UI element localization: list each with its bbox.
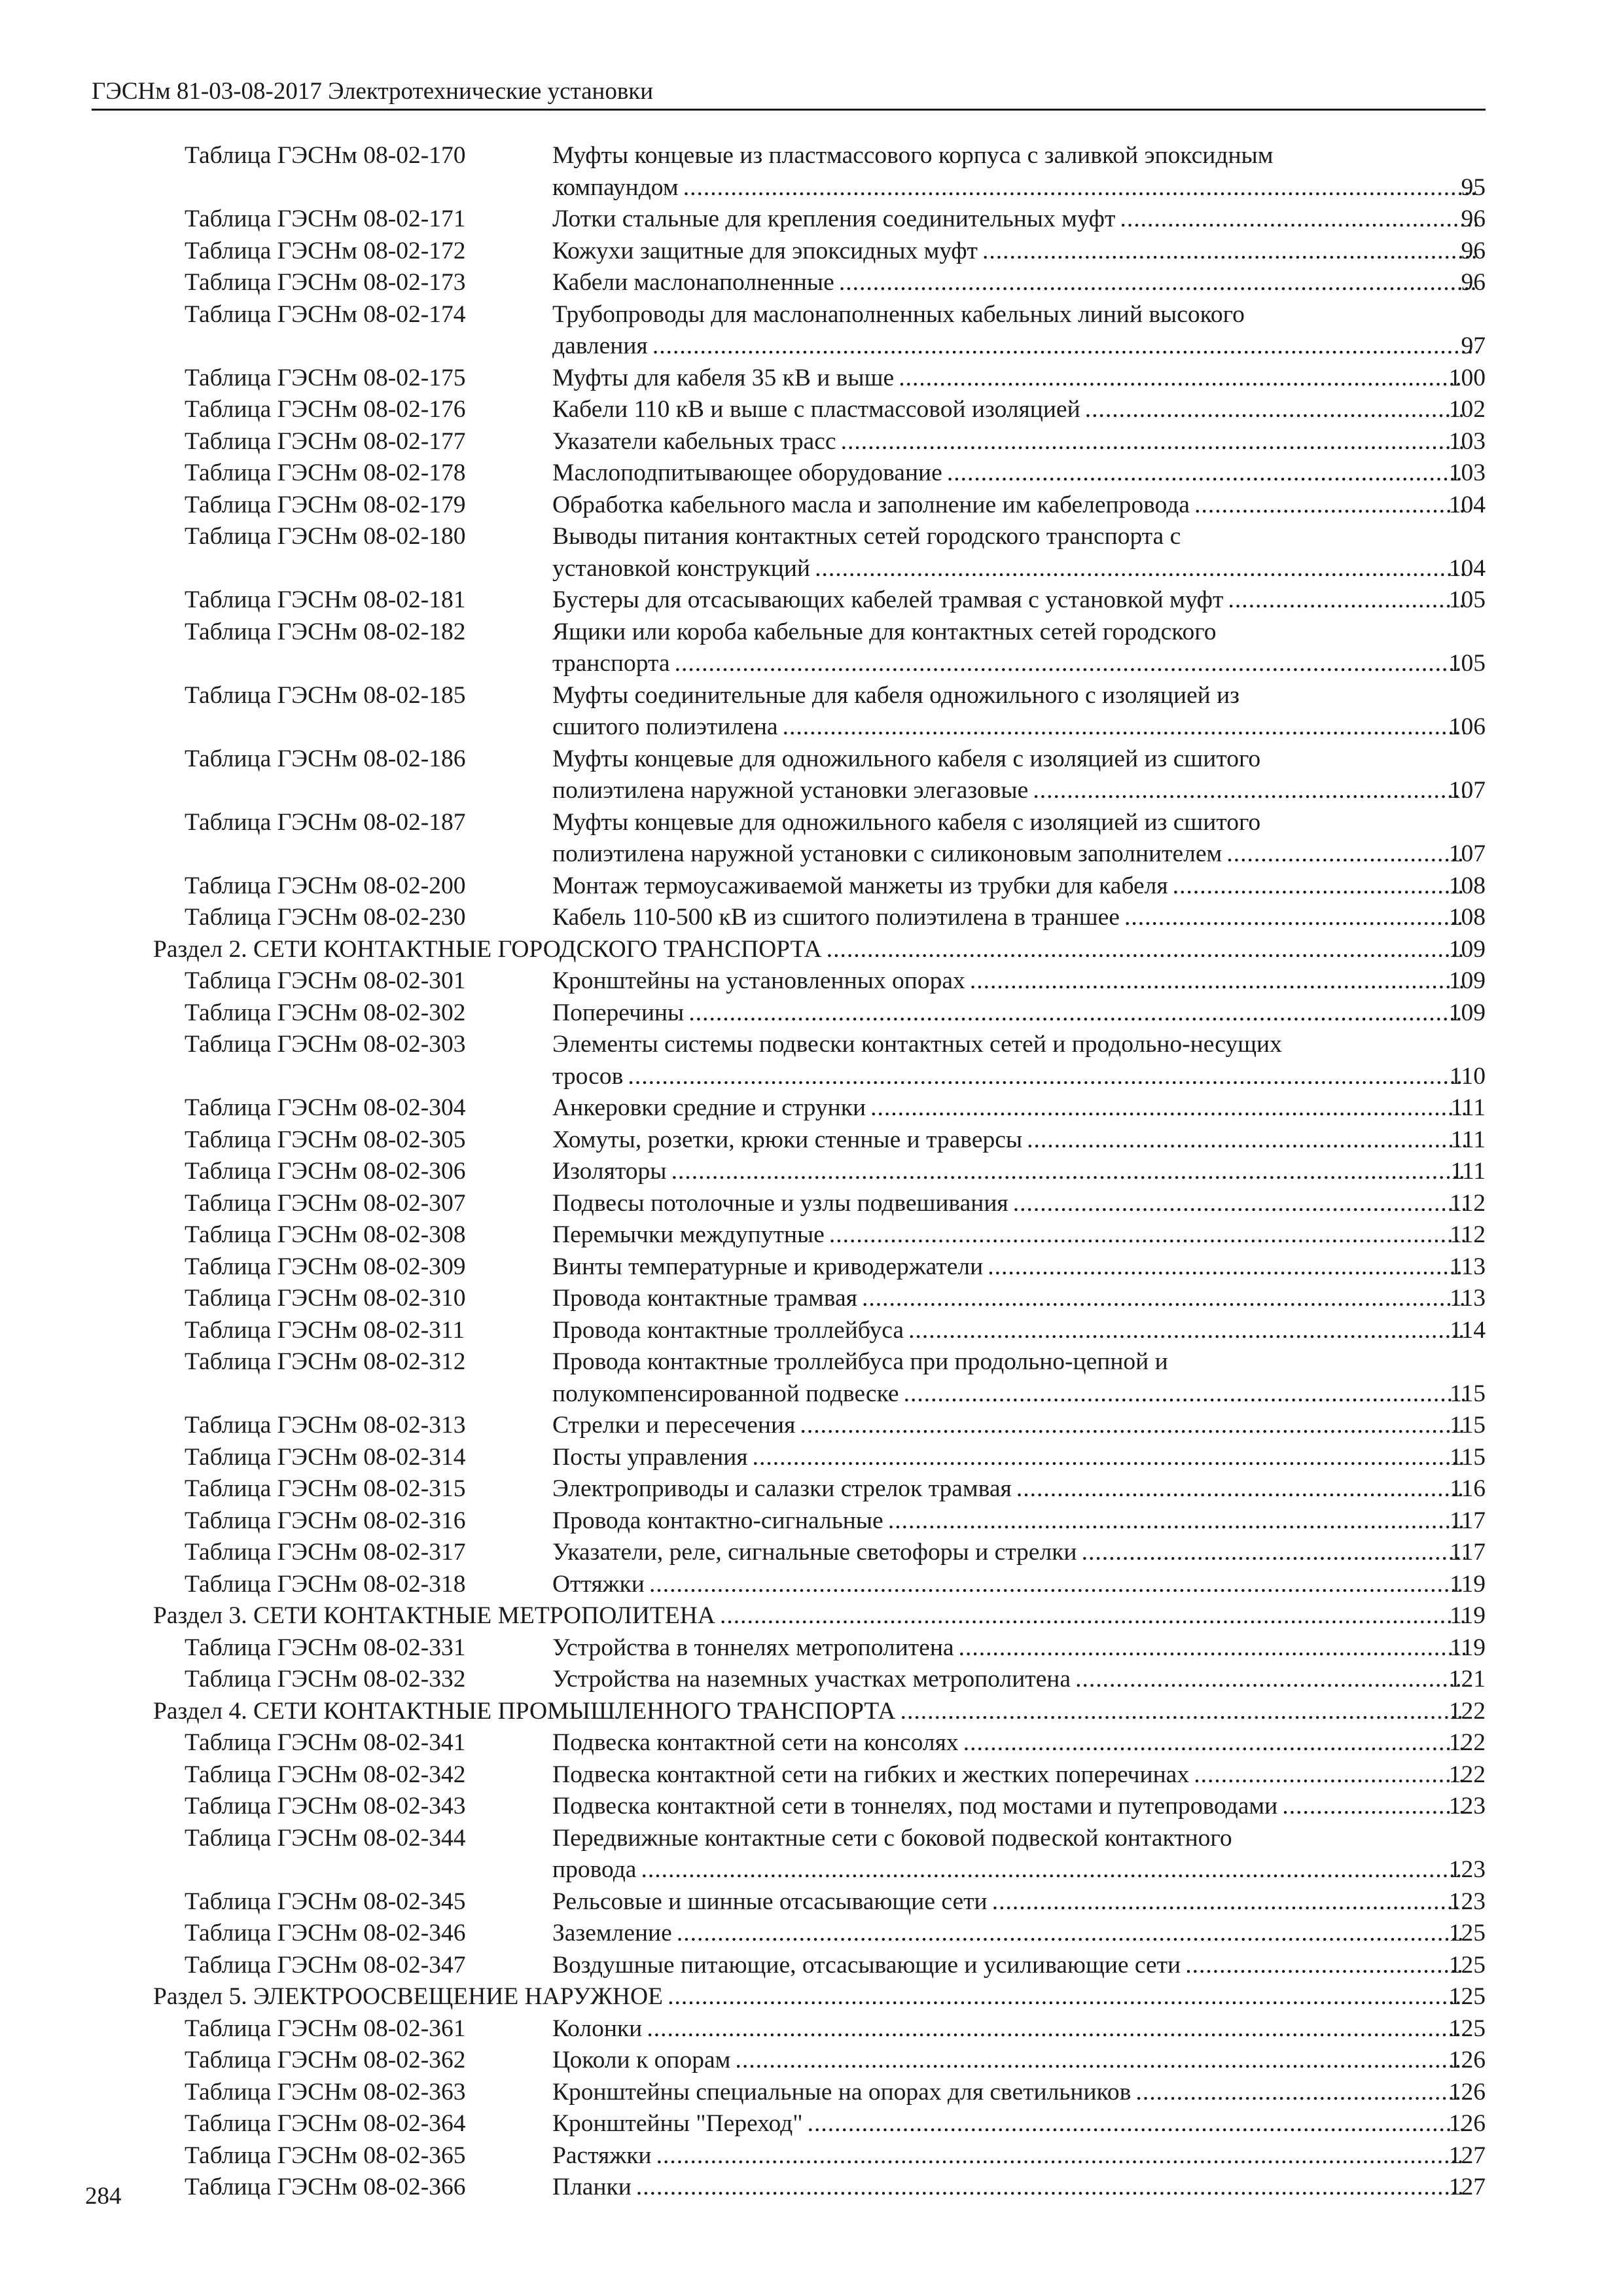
toc-entry-title: Колонки bbox=[552, 2015, 643, 2042]
toc-entry-title: Указатели кабельных трасс bbox=[552, 427, 836, 455]
toc-section bbox=[0, 1696, 1623, 1728]
toc-page-number: 116 bbox=[1450, 1475, 1486, 1502]
toc-entry-title: давления bbox=[552, 332, 648, 359]
toc-entry bbox=[0, 1346, 1623, 1410]
toc-page-number: 125 bbox=[1448, 1983, 1486, 2010]
toc-entry bbox=[0, 1950, 1623, 1982]
toc-entry-title: полукомпенсированной подвеске bbox=[552, 1380, 899, 1407]
toc-entry-title: Кабели 110 кВ и выше с пластмассовой изоляцией bbox=[552, 396, 1080, 423]
dot-leader bbox=[986, 1251, 1465, 1283]
toc-entry-label: Таблица ГЭСНм 08-02-301 bbox=[185, 967, 466, 994]
toc-entry-label: Таблица ГЭСНм 08-02-302 bbox=[185, 999, 466, 1026]
dot-leader bbox=[651, 331, 1477, 363]
section-title: Раздел 4. СЕТИ КОНТАКТНЫЕ ПРОМЫШЛЕННОГО ТРАНСПОРТА bbox=[153, 1697, 896, 1725]
toc-entry-label: Таблица ГЭСНм 08-02-308 bbox=[185, 1221, 466, 1248]
dot-leader bbox=[898, 1696, 1464, 1728]
toc-entry bbox=[0, 1029, 1623, 1092]
toc-page-number: 106 bbox=[1448, 713, 1486, 740]
table-of-contents bbox=[0, 140, 1623, 2204]
toc-entry-label: Таблица ГЭСНм 08-02-307 bbox=[185, 1189, 466, 1217]
toc-section bbox=[0, 934, 1623, 966]
toc-entry-label: Таблица ГЭСНм 08-02-345 bbox=[185, 1888, 466, 1915]
toc-page-number: 108 bbox=[1448, 872, 1486, 899]
toc-page-number: 122 bbox=[1448, 1729, 1486, 1756]
dot-leader bbox=[1133, 2077, 1464, 2109]
toc-page-number: 123 bbox=[1448, 1888, 1486, 1915]
toc-entry-title: полиэтилена наружной установки с силиконовым заполнителем bbox=[552, 840, 1222, 867]
toc-entry-label: Таблица ГЭСНм 08-02-332 bbox=[185, 1666, 466, 1693]
dot-leader bbox=[838, 426, 1464, 458]
toc-entry-title: Посты управления bbox=[552, 1443, 748, 1471]
toc-entry-label: Таблица ГЭСНм 08-02-182 bbox=[185, 618, 466, 645]
toc-entry-title: Бустеры для отсасывающих кабелей трамвая с установкой муфт bbox=[552, 586, 1224, 613]
toc-entry-title: Монтаж термоусаживаемой манжеты из трубки для кабеля bbox=[552, 872, 1168, 899]
dot-leader bbox=[1079, 1537, 1465, 1569]
toc-page-number: 114 bbox=[1450, 1316, 1486, 1344]
toc-entry-label: Таблица ГЭСНм 08-02-171 bbox=[185, 206, 466, 232]
toc-entry-label: Таблица ГЭСНм 08-02-178 bbox=[185, 459, 466, 486]
toc-page-number: 113 bbox=[1450, 1285, 1486, 1312]
toc-entry bbox=[0, 521, 1623, 584]
toc-entry bbox=[0, 299, 1623, 363]
toc-entry-label: Таблица ГЭСНм 08-02-314 bbox=[185, 1443, 466, 1471]
dot-leader bbox=[980, 236, 1477, 268]
dot-leader bbox=[781, 711, 1465, 744]
toc-entry-title: Муфты соединительные для кабеля одножильного с изоляцией из bbox=[552, 681, 1240, 709]
page-number: 284 bbox=[85, 2183, 122, 2210]
toc-entry-title: Анкеровки средние и струнки bbox=[552, 1094, 866, 1121]
dot-leader bbox=[1014, 1473, 1465, 1505]
running-header: ГЭСНм 81-03-08-2017 Электротехнические установки bbox=[92, 78, 654, 105]
toc-entry-title: Поперечины bbox=[552, 999, 685, 1026]
toc-page-number: 109 bbox=[1448, 967, 1486, 994]
toc-entry bbox=[0, 997, 1623, 1030]
toc-entry bbox=[0, 1219, 1623, 1251]
toc-entry bbox=[0, 1759, 1623, 1791]
toc-page-number: 105 bbox=[1448, 650, 1486, 677]
toc-entry bbox=[0, 1283, 1623, 1315]
toc-entry bbox=[0, 1791, 1623, 1823]
toc-entry-label: Таблица ГЭСНм 08-02-315 bbox=[185, 1475, 466, 1502]
toc-entry-label: Таблица ГЭСНм 08-02-366 bbox=[185, 2174, 466, 2200]
toc-page-number: 96 bbox=[1461, 206, 1486, 232]
toc-page-number: 125 bbox=[1448, 1920, 1486, 1946]
toc-entry-label: Таблица ГЭСНм 08-02-176 bbox=[185, 396, 466, 423]
toc-entry bbox=[0, 490, 1623, 522]
dot-leader bbox=[813, 553, 1465, 585]
toc-entry-title: Подвесы потолочные и узлы подвешивания bbox=[552, 1189, 1008, 1217]
toc-entry bbox=[0, 2045, 1623, 2077]
dot-leader bbox=[733, 2045, 1464, 2077]
toc-entry-label: Таблица ГЭСНм 08-02-361 bbox=[185, 2015, 466, 2042]
dot-leader bbox=[626, 1061, 1465, 1093]
header-rule bbox=[92, 109, 1486, 111]
toc-entry-title: Воздушные питающие, отсасывающие и усиливающие сети bbox=[552, 1951, 1181, 1979]
toc-entry-title: Планки bbox=[552, 2174, 632, 2200]
toc-entry-label: Таблица ГЭСНм 08-02-230 bbox=[185, 904, 466, 931]
dot-leader bbox=[675, 1918, 1465, 1950]
toc-entry bbox=[0, 1442, 1623, 1474]
dot-leader bbox=[945, 457, 1465, 490]
toc-entry bbox=[0, 2172, 1623, 2204]
toc-page-number: 115 bbox=[1450, 1412, 1486, 1439]
toc-entry-title: Провода контактно-сигнальные bbox=[552, 1507, 883, 1534]
toc-entry bbox=[0, 1569, 1623, 1601]
toc-entry-title: Подвеска контактной сети в тоннелях, под мостами и путепроводами bbox=[552, 1793, 1278, 1820]
toc-page-number: 126 bbox=[1448, 2047, 1486, 2073]
toc-entry-label: Таблица ГЭСНм 08-02-344 bbox=[185, 1824, 466, 1852]
toc-entry bbox=[0, 1664, 1623, 1696]
toc-entry-title: Кронштейны "Переход" bbox=[552, 2110, 803, 2137]
toc-entry-label: Таблица ГЭСНм 08-02-346 bbox=[185, 1920, 466, 1946]
toc-page-number: 115 bbox=[1450, 1380, 1486, 1407]
dot-leader bbox=[868, 1092, 1467, 1124]
dot-leader bbox=[645, 2013, 1465, 2045]
toc-page-number: 95 bbox=[1461, 173, 1486, 201]
toc-entry-title: Оттяжки bbox=[552, 1570, 645, 1598]
toc-entry-label: Таблица ГЭСНм 08-02-341 bbox=[185, 1729, 466, 1756]
toc-entry-label: Таблица ГЭСНм 08-02-187 bbox=[185, 808, 466, 836]
dot-leader bbox=[1280, 1791, 1465, 1823]
toc-entry-title: Обработка кабельного масла и заполнение им кабелепровода bbox=[552, 491, 1190, 518]
toc-entry-label: Таблица ГЭСНм 08-02-304 bbox=[185, 1094, 466, 1121]
toc-entry-title: компаундом bbox=[552, 173, 679, 201]
toc-entry bbox=[0, 1188, 1623, 1220]
toc-entry-title: Подвеска контактной сети на гибких и жестких поперечинах bbox=[552, 1761, 1190, 1788]
dot-leader bbox=[902, 1378, 1466, 1410]
toc-entry bbox=[0, 807, 1623, 870]
toc-entry-title: Лотки стальные для крепления соединительных муфт bbox=[552, 206, 1116, 232]
toc-entry bbox=[0, 1886, 1623, 1918]
toc-entry-label: Таблица ГЭСНм 08-02-331 bbox=[185, 1634, 466, 1661]
dot-leader bbox=[886, 1505, 1465, 1537]
toc-entry-title: Стрелки и пересечения bbox=[552, 1412, 796, 1439]
toc-page-number: 111 bbox=[1450, 1126, 1486, 1153]
toc-page-number: 112 bbox=[1450, 1221, 1486, 1248]
toc-entry-label: Таблица ГЭСНм 08-02-318 bbox=[185, 1570, 466, 1598]
toc-entry-label: Таблица ГЭСНм 08-02-185 bbox=[185, 681, 466, 709]
toc-section bbox=[0, 1981, 1623, 2013]
toc-entry bbox=[0, 680, 1623, 744]
toc-page-number: 103 bbox=[1448, 427, 1486, 455]
toc-page-number: 96 bbox=[1461, 237, 1486, 264]
section-title: Раздел 5. ЭЛЕКТРООСВЕЩЕНИЕ НАРУЖНОЕ bbox=[153, 1983, 663, 2010]
dot-leader bbox=[957, 1632, 1466, 1664]
dot-leader bbox=[860, 1283, 1465, 1315]
dot-leader bbox=[639, 1854, 1464, 1886]
toc-entry bbox=[0, 1632, 1623, 1664]
toc-entry-label: Таблица ГЭСНм 08-02-181 bbox=[185, 586, 466, 613]
toc-page-number: 104 bbox=[1448, 491, 1486, 518]
toc-page-number: 115 bbox=[1450, 1443, 1486, 1471]
toc-entry-label: Таблица ГЭСНм 08-02-200 bbox=[185, 872, 466, 899]
toc-entry bbox=[0, 1156, 1623, 1188]
toc-page-number: 108 bbox=[1448, 904, 1486, 931]
toc-entry bbox=[0, 1918, 1623, 1950]
toc-entry-label: Таблица ГЭСНм 08-02-310 bbox=[185, 1285, 466, 1312]
toc-entry bbox=[0, 870, 1623, 903]
toc-entry-title: Хомуты, розетки, крюки стенные и траверсы bbox=[552, 1126, 1023, 1153]
toc-entry bbox=[0, 236, 1623, 268]
toc-entry-label: Таблица ГЭСНм 08-02-173 bbox=[185, 269, 466, 296]
dot-leader bbox=[990, 1886, 1465, 1918]
toc-entry bbox=[0, 744, 1623, 807]
toc-page-number: 96 bbox=[1461, 269, 1486, 296]
toc-entry-label: Таблица ГЭСНм 08-02-313 bbox=[185, 1412, 466, 1439]
dot-leader bbox=[827, 1219, 1465, 1251]
toc-entry bbox=[0, 457, 1623, 490]
toc-entry-title: Кронштейны на установленных опорах bbox=[552, 967, 965, 994]
toc-entry bbox=[0, 584, 1623, 617]
toc-entry bbox=[0, 1473, 1623, 1505]
toc-page-number: 117 bbox=[1450, 1507, 1486, 1534]
toc-page-number: 97 bbox=[1461, 332, 1486, 359]
toc-page-number: 123 bbox=[1448, 1793, 1486, 1820]
toc-page-number: 104 bbox=[1448, 554, 1486, 582]
toc-entry-title: Выводы питания контактных сетей городского транспорта с bbox=[552, 523, 1181, 550]
toc-entry bbox=[0, 1537, 1623, 1569]
toc-entry bbox=[0, 140, 1623, 204]
toc-page-number: 121 bbox=[1448, 1666, 1486, 1693]
dot-leader bbox=[1192, 490, 1465, 522]
toc-entry-title: Растяжки bbox=[552, 2142, 652, 2169]
dot-leader bbox=[1192, 1759, 1465, 1791]
toc-entry-title: провода bbox=[552, 1856, 637, 1883]
toc-entry-title: Изоляторы bbox=[552, 1158, 667, 1185]
toc-entry bbox=[0, 1727, 1623, 1759]
toc-entry bbox=[0, 426, 1623, 458]
toc-entry-label: Таблица ГЭСНм 08-02-303 bbox=[185, 1031, 466, 1058]
toc-entry-label: Таблица ГЭСНм 08-02-170 bbox=[185, 142, 466, 169]
dot-leader bbox=[1118, 204, 1476, 236]
dot-leader bbox=[961, 1727, 1465, 1759]
toc-entry-label: Таблица ГЭСНм 08-02-365 bbox=[185, 2142, 466, 2169]
toc-entry-label: Таблица ГЭСНм 08-02-306 bbox=[185, 1158, 466, 1185]
toc-entry bbox=[0, 204, 1623, 236]
toc-entry-title: Винты температурные и криводержатели bbox=[552, 1253, 984, 1280]
toc-entry-label: Таблица ГЭСНм 08-02-312 bbox=[185, 1348, 466, 1375]
toc-entry bbox=[0, 1410, 1623, 1442]
dot-leader bbox=[798, 1410, 1465, 1442]
toc-entry-title: установкой конструкций bbox=[552, 554, 810, 582]
toc-entry bbox=[0, 2140, 1623, 2172]
toc-page-number: 127 bbox=[1448, 2174, 1486, 2200]
toc-section bbox=[0, 1600, 1623, 1632]
toc-entry-title: Провода контактные трамвая bbox=[552, 1285, 857, 1312]
toc-entry-label: Таблица ГЭСНм 08-02-317 bbox=[185, 1539, 466, 1566]
toc-entry-title: Передвижные контактные сети с боковой подвеской контактного bbox=[552, 1824, 1232, 1852]
toc-entry bbox=[0, 1092, 1623, 1124]
toc-entry-title: Устройства в тоннелях метрополитена bbox=[552, 1634, 954, 1661]
toc-page-number: 109 bbox=[1448, 999, 1486, 1026]
toc-page-number: 125 bbox=[1448, 2015, 1486, 2042]
toc-entry-label: Таблица ГЭСНм 08-02-305 bbox=[185, 1126, 466, 1153]
toc-page-number: 127 bbox=[1448, 2142, 1486, 2169]
toc-entry-label: Таблица ГЭСНм 08-02-179 bbox=[185, 491, 466, 518]
dot-leader bbox=[687, 997, 1465, 1030]
dot-leader bbox=[906, 1315, 1465, 1347]
toc-page-number: 122 bbox=[1448, 1761, 1486, 1788]
toc-entry-label: Таблица ГЭСНм 08-02-175 bbox=[185, 364, 466, 391]
toc-entry-title: Кабели маслонаполненные bbox=[552, 269, 834, 296]
toc-entry-label: Таблица ГЭСНм 08-02-174 bbox=[185, 300, 466, 328]
toc-entry bbox=[0, 965, 1623, 997]
toc-entry-title: Муфты для кабеля 35 кВ и выше bbox=[552, 364, 895, 391]
toc-entry-title: Муфты концевые из пластмассового корпуса с заливкой эпоксидным bbox=[552, 142, 1274, 169]
toc-entry-title: Провода контактные троллейбуса bbox=[552, 1316, 904, 1344]
dot-leader bbox=[634, 2172, 1465, 2204]
toc-page-number: 105 bbox=[1448, 586, 1486, 613]
section-title: Раздел 3. СЕТИ КОНТАКТНЫЕ МЕТРОПОЛИТЕНА bbox=[153, 1602, 715, 1629]
toc-entry-title: Заземление bbox=[552, 1920, 672, 1946]
toc-entry-title: Маслоподпитывающее оборудование bbox=[552, 459, 942, 486]
toc-entry bbox=[0, 1124, 1623, 1157]
dot-leader bbox=[1224, 838, 1465, 870]
toc-entry-label: Таблица ГЭСНм 08-02-364 bbox=[185, 2110, 466, 2137]
dot-leader bbox=[669, 1156, 1466, 1188]
dot-leader bbox=[1011, 1188, 1465, 1220]
toc-entry bbox=[0, 2077, 1623, 2109]
dot-leader bbox=[1025, 1124, 1467, 1157]
dot-leader bbox=[666, 1981, 1465, 2013]
toc-entry-title: Устройства на наземных участках метрополитена bbox=[552, 1666, 1071, 1693]
dot-leader bbox=[673, 648, 1465, 680]
toc-entry-title: Кронштейны специальные на опорах для светильников bbox=[552, 2078, 1132, 2106]
toc-entry-title: Провода контактные троллейбуса при продольно-цепной и bbox=[552, 1348, 1168, 1375]
toc-entry bbox=[0, 902, 1623, 934]
toc-entry-title: Трубопроводы для маслонаполненных кабельных линий высокого bbox=[552, 300, 1245, 328]
toc-entry-title: транспорта bbox=[552, 650, 670, 677]
toc-page-number: 119 bbox=[1450, 1570, 1486, 1598]
toc-entry-title: Ящики или короба кабельные для контактных сетей городского bbox=[552, 618, 1217, 645]
toc-page-number: 126 bbox=[1448, 2110, 1486, 2137]
toc-page-number: 113 bbox=[1450, 1253, 1486, 1280]
toc-entry-title: Перемычки междупутные bbox=[552, 1221, 825, 1248]
toc-entry-title: Элементы системы подвески контактных сетей и продольно-несущих bbox=[552, 1031, 1282, 1058]
toc-page-number: 117 bbox=[1450, 1539, 1486, 1566]
toc-entry-label: Таблица ГЭСНм 08-02-316 bbox=[185, 1507, 466, 1534]
dot-leader bbox=[1226, 584, 1464, 617]
toc-entry bbox=[0, 617, 1623, 680]
toc-entry-title: Муфты концевые для одножильного кабеля с изоляцией из сшитого bbox=[552, 808, 1261, 836]
section-title: Раздел 2. СЕТИ КОНТАКТНЫЕ ГОРОДСКОГО ТРАНСПОРТА bbox=[153, 935, 822, 963]
dot-leader bbox=[897, 363, 1465, 395]
toc-entry-label: Таблица ГЭСНм 08-02-177 bbox=[185, 427, 466, 455]
toc-entry-label: Таблица ГЭСНм 08-02-343 bbox=[185, 1793, 466, 1820]
toc-entry-title: сшитого полиэтилена bbox=[552, 713, 778, 740]
toc-entry-title: Рельсовые и шинные отсасывающие сети bbox=[552, 1888, 988, 1915]
dot-leader bbox=[837, 267, 1477, 299]
toc-page-number: 112 bbox=[1450, 1189, 1486, 1217]
toc-page-number: 111 bbox=[1450, 1094, 1486, 1121]
toc-page-number: 110 bbox=[1450, 1062, 1486, 1090]
toc-entry-title: тросов bbox=[552, 1062, 624, 1090]
dot-leader bbox=[647, 1569, 1465, 1601]
toc-entry bbox=[0, 1823, 1623, 1886]
toc-page-number: 111 bbox=[1450, 1158, 1486, 1185]
toc-page-number: 126 bbox=[1448, 2078, 1486, 2106]
toc-entry-label: Таблица ГЭСНм 08-02-342 bbox=[185, 1761, 466, 1788]
dot-leader bbox=[1083, 394, 1465, 426]
dot-leader bbox=[1031, 775, 1464, 807]
toc-entry bbox=[0, 1315, 1623, 1347]
dot-leader bbox=[718, 1600, 1465, 1632]
toc-page-number: 100 bbox=[1448, 364, 1486, 391]
toc-page-number: 103 bbox=[1448, 459, 1486, 486]
toc-page-number: 122 bbox=[1448, 1697, 1486, 1725]
toc-entry bbox=[0, 2108, 1623, 2140]
toc-page-number: 119 bbox=[1450, 1634, 1486, 1661]
toc-entry bbox=[0, 394, 1623, 426]
toc-entry-title: Указатели, реле, сигнальные светофоры и стрелки bbox=[552, 1539, 1077, 1566]
dot-leader bbox=[1183, 1950, 1465, 1982]
toc-entry-title: Подвеска контактной сети на консолях bbox=[552, 1729, 959, 1756]
toc-page-number: 123 bbox=[1448, 1856, 1486, 1883]
dot-leader bbox=[1073, 1664, 1465, 1696]
toc-entry-label: Таблица ГЭСНм 08-02-347 bbox=[185, 1951, 466, 1979]
toc-entry-title: Цоколи к опорам bbox=[552, 2047, 731, 2073]
toc-entry-label: Таблица ГЭСНм 08-02-362 bbox=[185, 2047, 466, 2073]
toc-entry bbox=[0, 267, 1623, 299]
toc-page-number: 107 bbox=[1448, 777, 1486, 804]
dot-leader bbox=[751, 1442, 1466, 1474]
toc-entry bbox=[0, 1505, 1623, 1537]
toc-page-number: 109 bbox=[1448, 935, 1486, 963]
toc-page-number: 119 bbox=[1450, 1602, 1486, 1629]
toc-page-number: 102 bbox=[1448, 396, 1486, 423]
dot-leader bbox=[1122, 902, 1465, 934]
dot-leader bbox=[654, 2140, 1464, 2172]
toc-entry bbox=[0, 363, 1623, 395]
toc-entry-title: полиэтилена наружной установки элегазовые bbox=[552, 777, 1029, 804]
toc-entry bbox=[0, 1251, 1623, 1283]
toc-entry-label: Таблица ГЭСНм 08-02-172 bbox=[185, 237, 466, 264]
toc-entry-title: Кожухи защитные для эпоксидных муфт bbox=[552, 237, 978, 264]
dot-leader bbox=[825, 934, 1465, 966]
dot-leader bbox=[806, 2108, 1465, 2140]
toc-entry-label: Таблица ГЭСНм 08-02-186 bbox=[185, 745, 466, 772]
toc-entry-label: Таблица ГЭСНм 08-02-309 bbox=[185, 1253, 466, 1280]
toc-entry-label: Таблица ГЭСНм 08-02-180 bbox=[185, 523, 466, 550]
toc-page-number: 107 bbox=[1448, 840, 1486, 867]
dot-leader bbox=[968, 965, 1465, 997]
dot-leader bbox=[1171, 870, 1465, 903]
toc-entry-title: Муфты концевые для одножильного кабеля с изоляцией из сшитого bbox=[552, 745, 1261, 772]
toc-entry-label: Таблица ГЭСНм 08-02-363 bbox=[185, 2078, 466, 2106]
toc-entry-label: Таблица ГЭСНм 08-02-311 bbox=[185, 1316, 465, 1344]
toc-entry-title: Электроприводы и салазки стрелок трамвая bbox=[552, 1475, 1012, 1502]
toc-page-number: 125 bbox=[1448, 1951, 1486, 1979]
toc-entry bbox=[0, 2013, 1623, 2045]
dot-leader bbox=[681, 172, 1477, 204]
toc-entry-title: Кабель 110-500 кВ из сшитого полиэтилена в траншее bbox=[552, 904, 1120, 931]
